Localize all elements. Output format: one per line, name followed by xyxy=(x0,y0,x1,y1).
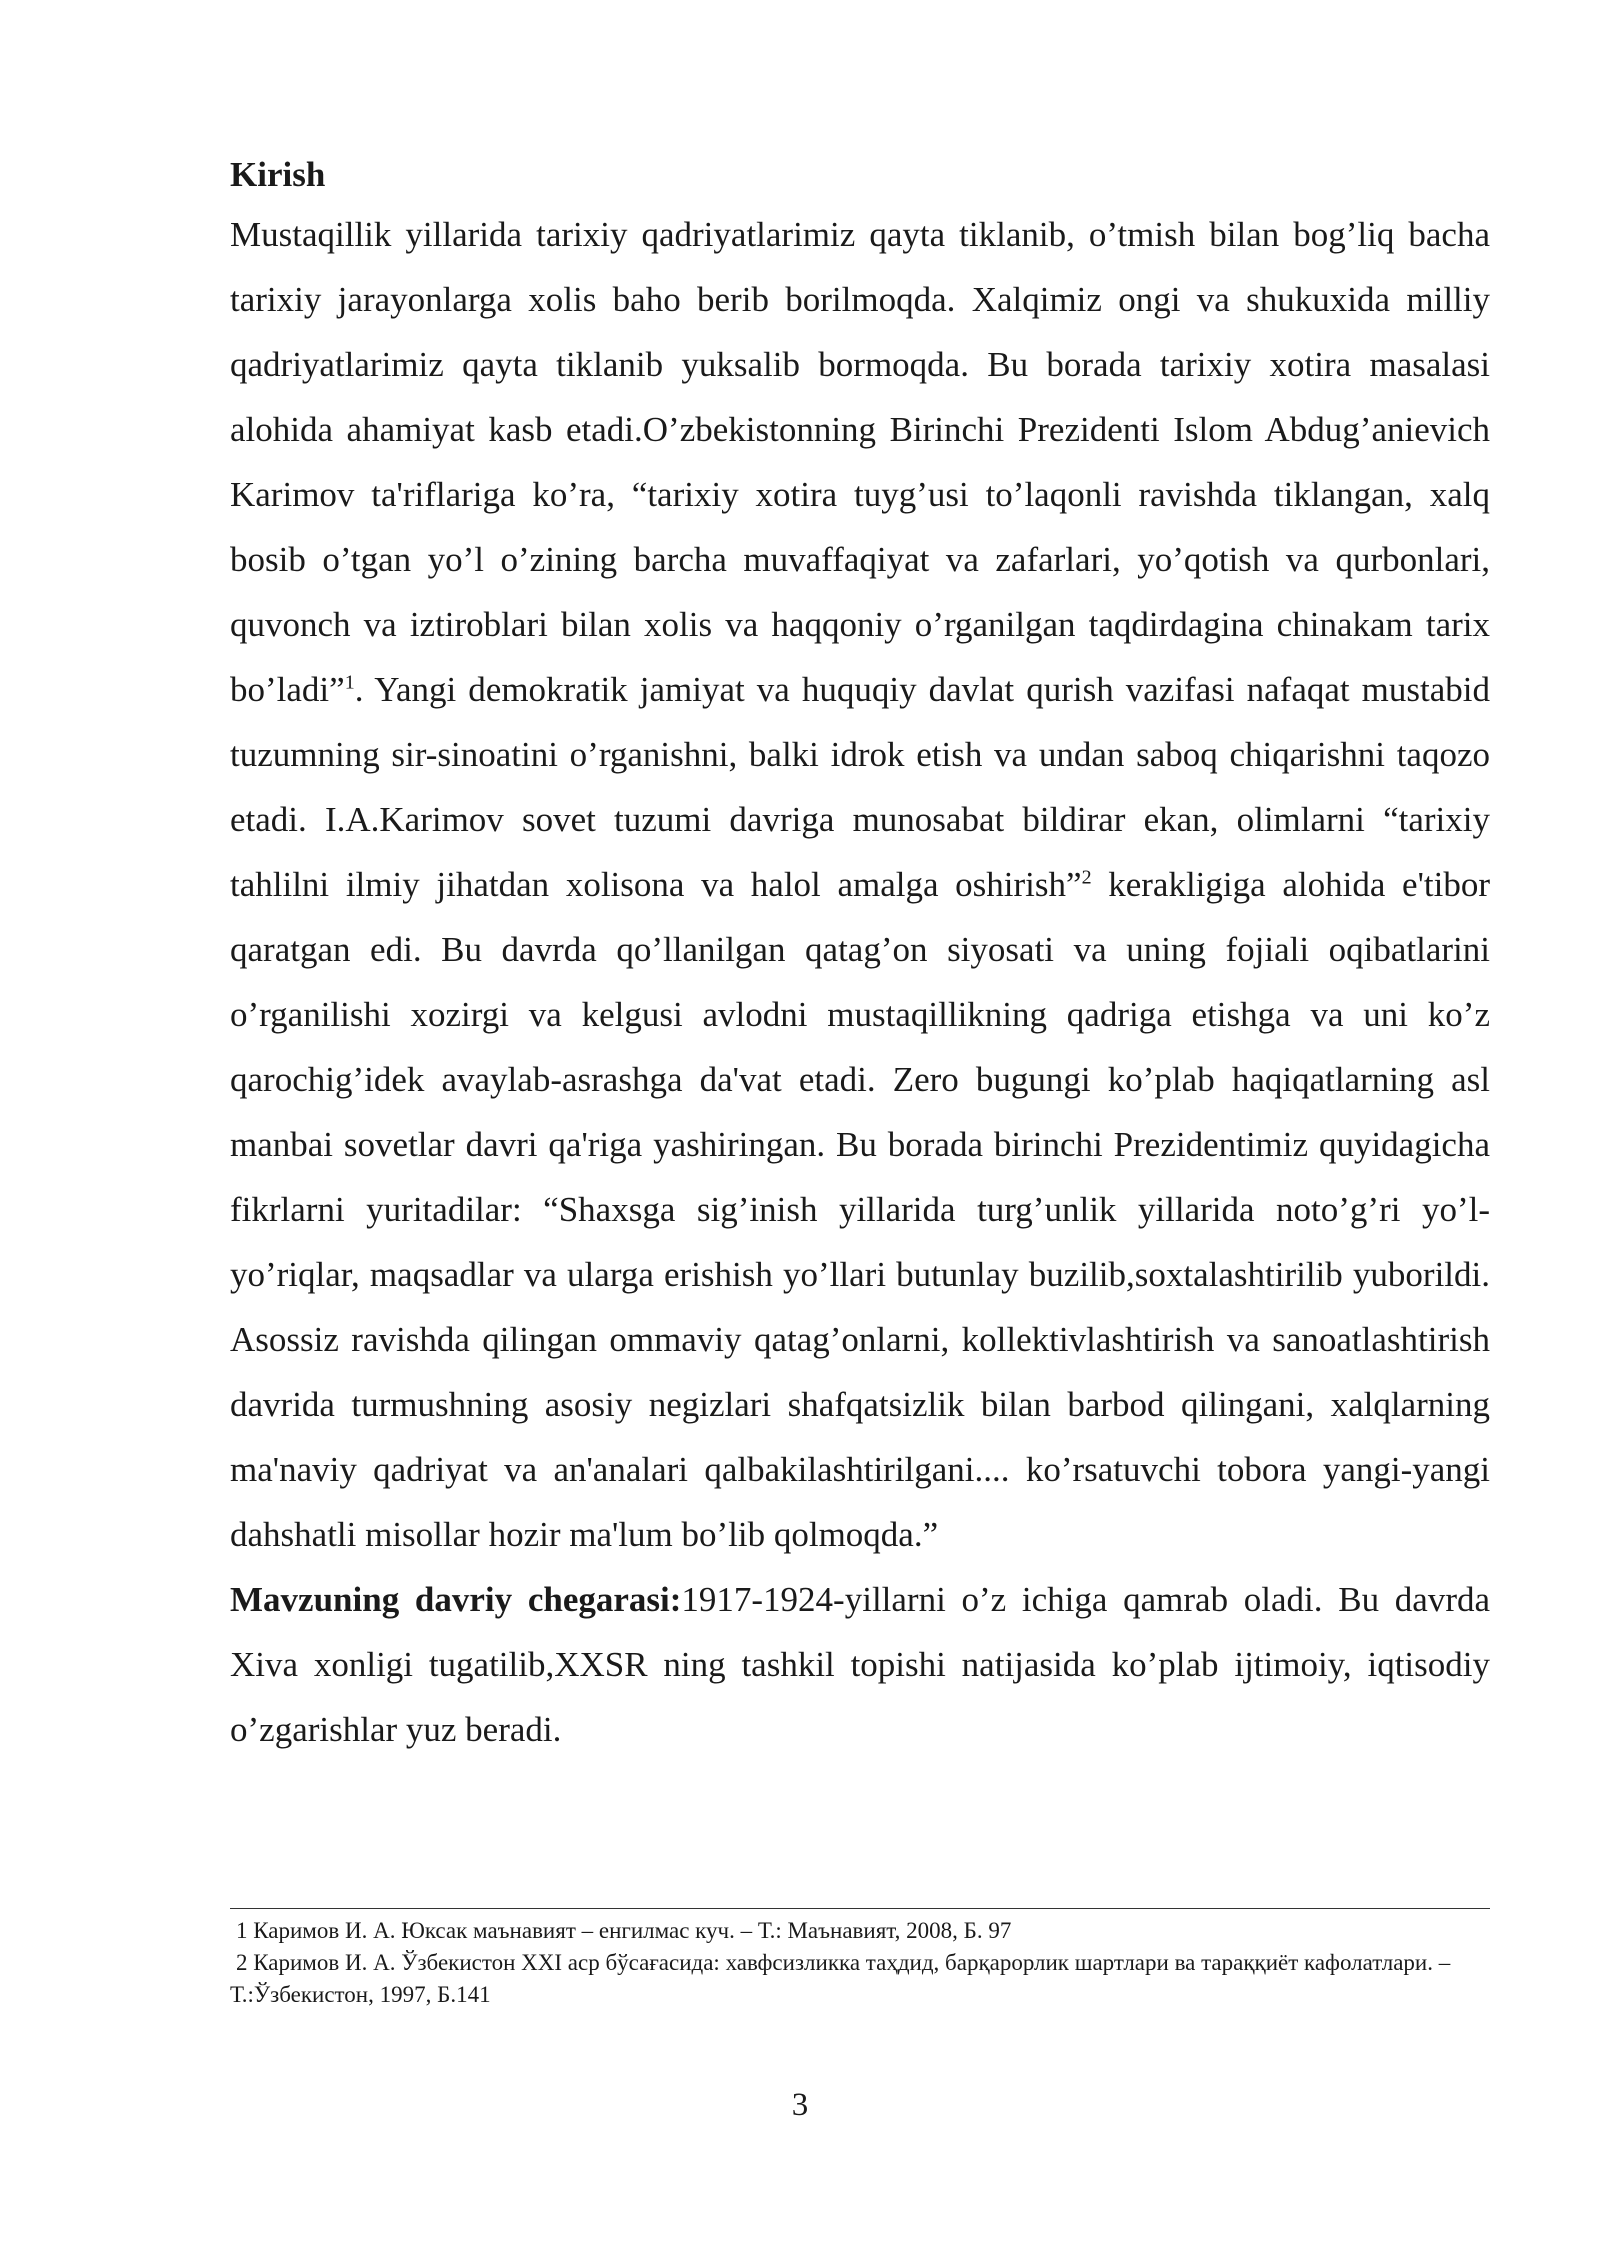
intro-text-part-1: Mustaqillik yillarida tarixiy qadriyatlarimiz qayta tiklanib, o’tmish bilan bog’liq bacha tarixiy jarayonlarga xolis baho berib borilmoqda. Xalqimiz ongi va shukuxida milliy qadriyatlarimiz qayta tiklanib yuksalib bormoqda. Bu borada tarixiy xotira masalasi alohida ahamiyat kasb etadi.O’zbekistonning Birinchi Prezidenti Islom Abdug’anievich Karimov ta'riflariga ko’ra, “tarixiy xotira tuyg’usi to’laqonli ravishda tiklangan, xalq bosib o’tgan yo’l o’zining barcha muvaffaqiyat va zafarlari, yo’qotish va qurbonlari, quvonch va iztiroblari bilan xolis va haqqoniy o’rganilgan taqdirdagina chinakam tarix bo’ladi” xyxy=(230,215,1490,709)
page-number: 3 xyxy=(791,2087,809,2123)
footnote-number: 2 xyxy=(236,1950,248,1975)
footnote-2 xyxy=(230,1947,1490,2011)
period-paragraph xyxy=(230,1567,1490,1762)
period-label: Mavzuning davriy chegarasi: xyxy=(230,1580,682,1619)
intro-paragraph xyxy=(230,202,1490,1567)
footnote-1 xyxy=(230,1915,1490,1947)
footnote-text: Каримов И. А. Юксак маънавият – енгилмас куч. – Т.: Маънавият, 2008, Б. 97 xyxy=(247,1918,1012,1943)
footnote-ref-2[interactable]: 2 xyxy=(1081,866,1092,889)
footnote-ref-1[interactable]: 1 xyxy=(344,671,355,694)
section-heading: Kirish xyxy=(230,155,326,194)
footnotes-section xyxy=(230,1908,1490,2011)
period-text: 1917-1924-yillarni o’z ichiga qamrab oladi. Bu davrda Xiva xonligi tugatilib,XXSR ning tashkil topishi natijasida ko’plab ijtimoiy, iqtisodiy o’zgarishlar yuz beradi. xyxy=(230,1580,1491,1749)
footnote-divider xyxy=(230,1908,1490,1909)
intro-text-part-2: . Yangi demokratik jamiyat va huquqiy davlat qurish vazifasi nafaqat mustabid tuzumning sir-sinoatini o’rganishni, balki idrok etish va undan saboq chiqarishni taqozo etadi. I.A.Karimov sovet tuzumi davriga munosabat bildirar ekan, olimlarni “tarixiy tahlilni ilmiy jihatdan xolisona va halol amalga oshirish” xyxy=(230,670,1490,904)
main-content xyxy=(230,148,1490,1762)
footnote-text: Каримов И. А. Ўзбекистон XXI аср бўсағасида: хавфсизликка таҳдид, барқарорлик шартлари ва тараққиёт кафолатлари. –Т.:Ўзбекистон, 1997, Б.141 xyxy=(230,1950,1451,2007)
footnote-number: 1 xyxy=(236,1918,248,1943)
intro-text-part-3: kerakligiga alohida e'tibor qaratgan edi. Bu davrda qo’llanilgan qatag’on siyosati va uning fojiali oqibatlarini o’rganilishi xozirgi va kelgusi avlodni mustaqillikning qadriga etishga va uni ko’z qarochig’idek avaylab-asrashga da'vat etadi. Zero bugungi ko’plab haqiqatlarning asl manbai sovetlar davri qa'riga yashiringan. Bu borada birinchi Prezidentimiz quyidagicha fikrlarni yuritadilar: “Shaxsga sig’inish yillarida turg’unlik yillarida noto’g’ri yo’l-yo’riqlar, maqsadlar va ularga erishish yo’llari butunlay buzilib,soxtalashtirilib yuborildi. Asossiz ravishda qilingan ommaviy qatag’onlarni, kollektivlashtirish va sanoatlashtirish davrida turmushning asosiy negizlari shafqatsizlik bilan barbod qilingani, xalqlarning ma'naviy qadriyat va an'analari qalbakilashtirilgani.... ko’rsatuvchi tobora yangi-yangi dahshatli misollar hozir ma'lum bo’lib qolmoqda.” xyxy=(230,865,1490,1554)
